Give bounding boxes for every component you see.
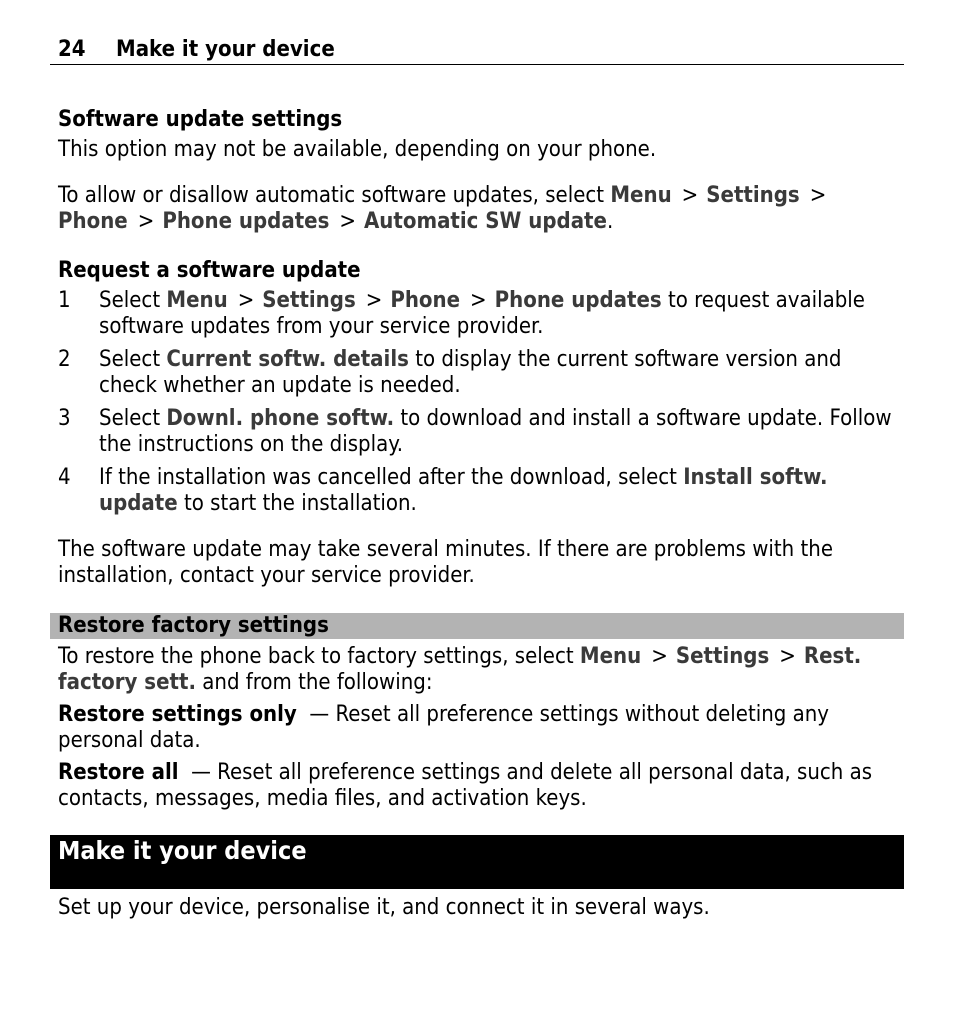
path-separator: > — [470, 288, 487, 313]
end-punctuation: . — [606, 209, 614, 234]
menu-path-item: Settings — [706, 183, 800, 208]
path-separator: > — [365, 288, 383, 313]
menu-path-item: Menu — [166, 288, 228, 313]
running-header — [50, 36, 904, 65]
step-number: 4 — [58, 465, 71, 490]
auto-update-paragraph — [58, 183, 898, 235]
chapter-heading-bar — [50, 835, 904, 889]
restore-option — [58, 760, 898, 812]
option-term: Restore settings only — [58, 702, 297, 727]
section-heading: Request a software update — [58, 258, 361, 283]
step-number: 3 — [58, 406, 71, 431]
restore-intro: To restore the phone back to factory settings, select Menu > Settings > Rest. factory sett. and from the following: — [58, 644, 862, 695]
menu-path-item: Settings — [675, 644, 770, 669]
step-number: 1 — [58, 288, 71, 313]
restore-option — [58, 702, 898, 754]
step-number: 2 — [58, 347, 71, 372]
path-separator: > — [237, 288, 255, 313]
chapter-intro: Set up your device, personalise it, and connect it in several ways. — [58, 895, 710, 920]
option-description: — Reset all preference settings without deleting any personal data. — [58, 702, 830, 753]
list-item: 3 Select Downl. phone softw. to download and install a software update. Follow the instructions on the display. — [58, 406, 892, 457]
menu-path-item: Settings — [262, 288, 356, 313]
option-description: — Reset all preference settings and delete all personal data, such as contacts, messages, media files, and activation keys. — [58, 760, 873, 811]
list-item: 2 Select Current softw. details to display the current software version and check whether an update is needed. — [58, 347, 842, 398]
chapter-title: Make it your device — [58, 836, 307, 865]
path-separator: > — [339, 209, 356, 234]
auto-update-intro: To allow or disallow automatic software updates, select — [58, 183, 605, 208]
menu-path-item: Phone updates — [162, 209, 330, 234]
menu-path-item: Menu — [579, 644, 642, 669]
path-separator: > — [779, 644, 796, 669]
restore-factory-section — [58, 644, 898, 812]
option-term: Restore all — [58, 760, 179, 785]
menu-term: Current softw. details — [166, 347, 409, 372]
menu-path-item: Phone — [390, 288, 461, 313]
path-separator: > — [681, 183, 699, 208]
request-update-section — [58, 258, 898, 589]
menu-path-item: Menu — [610, 183, 672, 208]
update-duration-note: The software update may take several minutes. If there are problems with the installation, contact your service provider. — [58, 537, 833, 588]
menu-path-item: Rest. factory sett. — [58, 644, 862, 695]
menu-path-item: Phone updates — [494, 288, 662, 313]
software-update-settings-section — [58, 107, 898, 235]
running-header-title: Make it your device — [116, 37, 335, 62]
menu-path-item: Automatic SW update — [363, 209, 607, 234]
menu-term: Install softw. update — [99, 465, 828, 516]
page-number: 24 — [58, 37, 86, 62]
section-heading: Restore factory settings — [58, 613, 329, 638]
menu-term: Downl. phone softw. — [166, 406, 395, 431]
path-separator: > — [651, 644, 668, 669]
path-separator: > — [809, 183, 827, 208]
steps-list — [58, 288, 898, 517]
list-item: 1 Select Menu > Settings > Phone > Phone updates to request available software updates from your service provider. — [58, 288, 865, 339]
section-heading: Software update settings — [58, 107, 343, 132]
list-item: 4 If the installation was cancelled after the download, select Install softw. update to start the installation. — [58, 465, 828, 516]
menu-path-item: Phone — [58, 209, 128, 234]
restore-factory-heading-bar — [50, 613, 904, 639]
path-separator: > — [137, 209, 155, 234]
availability-note: This option may not be available, depending on your phone. — [58, 137, 657, 162]
